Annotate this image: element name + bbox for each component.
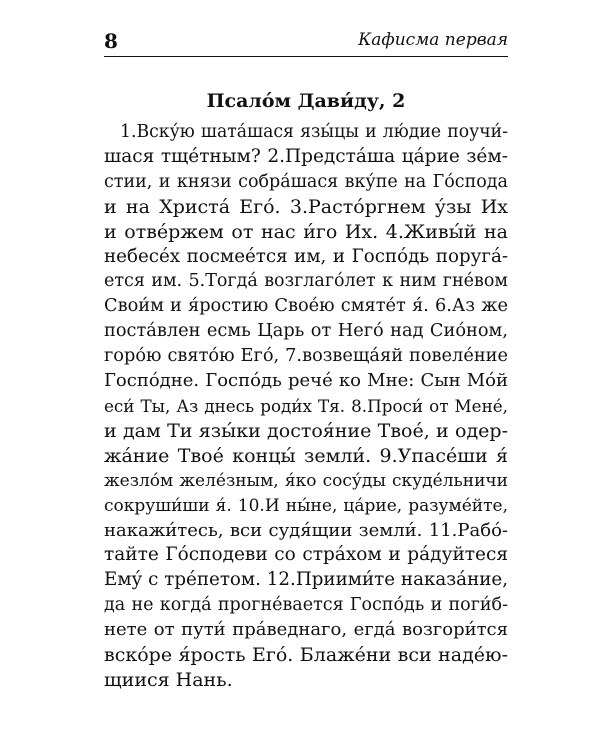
page-header [104,26,508,57]
psalm-line: тайте Го́сподеви со стра́хом и ра́дуйтеся [104,544,508,566]
psalm-title: Псало́м Дави́ду, 2 [206,90,406,112]
psalm-line: и отве́ржем от нас и́го Их. 4.Живы́й на [104,220,508,243]
psalm-line: жезло́м желе́зным, я́ко сосу́ды скуде́льничи [104,470,508,491]
psalm-line: 1.Вску́ю шата́шася язы́цы и лю́дие поучи́- [120,122,508,142]
psalm-line: поста́влен есмь Царь от Него́ над Сио́ном, [104,321,508,342]
psalm-line: Свои́м и я́ростию Свое́ю смяте́т я́. 6.Аз же [104,296,508,317]
psalm-line: и дам Ти язы́ки достоя́ние Твое́, и одер- [104,419,508,442]
psalm-line: еси́ Ты, Аз днесь роди́х Тя. 8.Проси́ от Мене́, [104,395,508,416]
psalm-line: жа́ние Твое́ концы́ земли́. 9.Упасе́ши я́ [104,444,508,467]
running-title: Кафисма первая [358,30,508,50]
psalm-line: вско́ре я́рость Его́. Блаже́ни вси наде́ю- [104,644,508,667]
psalm-text [104,120,508,693]
psalm-line: сокруши́ши я́. 10.И ны́не, ца́рие, разуме́йте, [104,495,508,516]
psalm-line: горо́ю свято́ю Его́, 7.возвеща́яй повеле́ние [104,346,508,367]
psalm-line: шася тще́тным? 2.Предста́ша ца́рие зе́м- [104,145,508,167]
psalm-line: стии, и князи собра́шася вку́пе на Го́спода [104,171,508,192]
psalm-line: нете от пути́ пра́веднаго, егда́ возгори́тся [104,619,508,641]
psalm-line: да не когда́ прогне́вается Госпо́дь и поги́б- [104,595,508,616]
psalm-line: ется им. 5.Тогда́ возглаго́лет к ним гне́вом [104,271,508,292]
psalm-line: Ему́ с тре́петом. 12.Приими́те наказа́ние, [104,569,508,591]
psalm-line: накажи́тесь, вси судя́щии земли́. 11.Рабо́- [104,519,508,541]
psalm-line: Госпо́дне. Госпо́дь рече́ ко Мне: Сын Мо́й [104,370,508,392]
psalm-line: небесе́х посмее́тся им, и Госпо́дь поруга́- [104,245,508,267]
psalm-line: щиися Нань. [104,668,233,691]
psalm-line: и на Христа́ Его́. 3.Растóргнем у́зы Их [104,195,508,218]
page-number: 8 [104,29,118,53]
